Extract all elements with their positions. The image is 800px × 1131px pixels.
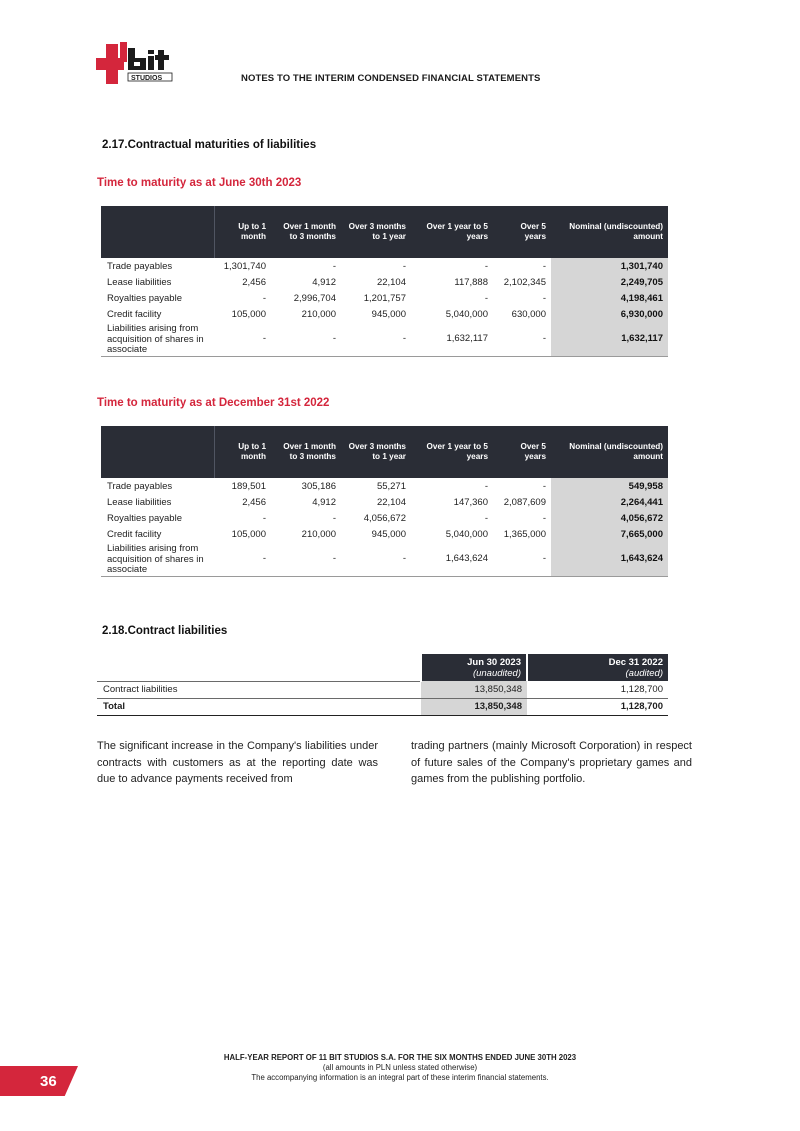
cell-total: 549,958	[551, 478, 668, 494]
cell-value: -	[262, 512, 266, 524]
table-row	[101, 274, 668, 290]
row-label: Liabilities arising from acquisition of shares in associate	[101, 322, 214, 356]
contract-liabilities-table	[97, 654, 668, 716]
row-label: Trade payables	[107, 480, 173, 492]
cell-value: -	[271, 322, 341, 356]
cell-value: 2,456	[242, 276, 266, 288]
header-blank	[101, 426, 214, 478]
cell-value: -	[542, 260, 546, 272]
table-row	[101, 290, 668, 306]
cell-value: 4,912	[312, 496, 336, 508]
paragraph-right: trading partners (mainly Microsoft Corporation) in respect of future sales of the Company's proprietary games and games from the publishing portfolio.	[411, 740, 692, 785]
table-row	[101, 542, 668, 576]
company-logo-icon	[96, 42, 174, 84]
cell-value: 945,000	[371, 528, 406, 540]
cell-value: 117,888	[454, 276, 488, 288]
cell-value: 1,643,624	[411, 542, 493, 576]
table-row	[101, 306, 668, 322]
section-2-18-title	[102, 625, 227, 637]
table-header-row	[101, 206, 668, 258]
col-header: Nominal (undiscounted) amount	[551, 206, 668, 258]
col-header: Over 5 years	[493, 426, 551, 478]
cell-value: 4,912	[312, 276, 336, 288]
cell-value: -	[341, 542, 411, 576]
table-row	[101, 494, 668, 510]
col-note: (audited)	[625, 667, 663, 679]
cell-value: 1,201,757	[363, 292, 406, 304]
footer-report-title: HALF-YEAR REPORT OF 11 BIT STUDIOS S.A. FOR THE SIX MONTHS ENDED JUNE 30TH 2023	[223, 1053, 577, 1062]
cell-value: -	[484, 260, 488, 272]
cell-total: 1,643,624	[551, 542, 668, 576]
cell-value: 5,040,000	[445, 528, 488, 540]
table-row	[101, 510, 668, 526]
cell-total: 1,632,117	[551, 322, 668, 356]
paragraph-left: The significant increase in the Company's liabilities under contracts with customers as at the reporting date was due to advance payments received from	[97, 740, 378, 785]
col-header: Over 3 months to 1 year	[341, 426, 411, 478]
cell-value: 55,271	[376, 480, 406, 492]
maturity-table-june	[101, 206, 668, 357]
svg-text:STUDIOS: STUDIOS	[131, 75, 163, 82]
cell-value: 945,000	[371, 308, 406, 320]
cell-value: -	[214, 322, 271, 356]
cell-value: 5,040,000	[445, 308, 488, 320]
header-blank	[101, 206, 214, 258]
footer	[200, 1053, 600, 1083]
cell-value: 210,000	[301, 528, 336, 540]
cell-value: 13,850,348	[421, 698, 527, 715]
cell-value: -	[402, 260, 406, 272]
cell-value: -	[493, 542, 551, 576]
col-header: Over 1 year to 5 years	[411, 206, 493, 258]
cell-total: 2,249,705	[551, 274, 668, 290]
row-label: Credit facility	[107, 528, 162, 540]
col-header: Over 1 year to 5 years	[411, 426, 493, 478]
cell-value: 189,501	[231, 480, 266, 492]
cell-value: -	[262, 292, 266, 304]
row-label: Liabilities arising from acquisition of shares in associate	[101, 542, 214, 576]
cell-value: 1,301,740	[223, 260, 266, 272]
col-header-jun	[421, 654, 527, 681]
col-header: Over 1 month to 3 months	[271, 426, 341, 478]
header-title: NOTES TO THE INTERIM CONDENSED FINANCIAL STATEMENTS	[241, 73, 541, 84]
col-note: (unaudited)	[472, 667, 521, 679]
col-date: Dec 31 2022	[608, 656, 663, 668]
cell-total: 2,264,441	[551, 494, 668, 510]
row-label: Lease liabilities	[107, 276, 172, 288]
section-2-17-title	[102, 139, 316, 151]
cell-total: 1,301,740	[551, 258, 668, 274]
cell-value: 1,128,700	[527, 681, 668, 698]
cell-value: -	[542, 512, 546, 524]
table-row	[101, 322, 668, 356]
cell-value: 4,056,672	[363, 512, 406, 524]
cell-value: -	[271, 542, 341, 576]
col-header: Up to 1 month	[214, 206, 271, 258]
col-header: Up to 1 month	[214, 426, 271, 478]
table-header-row	[97, 654, 668, 681]
page-number: 36	[40, 1073, 57, 1090]
section-title: Contract liabilities	[127, 625, 228, 637]
cell-value: -	[493, 322, 551, 356]
col-header: Over 1 month to 3 months	[271, 206, 341, 258]
header-blank	[97, 654, 421, 681]
cell-value: 13,850,348	[421, 681, 527, 698]
cell-value: -	[341, 322, 411, 356]
cell-total: 4,198,461	[551, 290, 668, 306]
cell-value: -	[484, 480, 488, 492]
page-number-tab	[0, 1066, 78, 1096]
table-row-total	[97, 698, 668, 715]
cell-value: 2,456	[242, 496, 266, 508]
cell-total: 4,056,672	[551, 510, 668, 526]
col-header: Over 5 years	[493, 206, 551, 258]
row-label: Credit facility	[107, 308, 162, 320]
cell-value: -	[542, 480, 546, 492]
cell-value: 1,632,117	[411, 322, 493, 356]
col-header: Nominal (undiscounted) amount	[551, 426, 668, 478]
section-number: 2.17.	[102, 139, 128, 151]
row-label: Total	[97, 698, 421, 715]
cell-value: 2,102,345	[503, 276, 546, 288]
row-label: Contract liabilities	[97, 681, 421, 698]
cell-value: 105,000	[231, 308, 266, 320]
row-label: Royalties payable	[107, 292, 182, 304]
table-row	[101, 526, 668, 542]
cell-value: 2,996,704	[293, 292, 336, 304]
december-subtitle: Time to maturity as at December 31st 2022	[97, 397, 330, 409]
cell-value: 22,104	[376, 496, 406, 508]
row-label: Royalties payable	[107, 512, 182, 524]
cell-value: 1,365,000	[503, 528, 546, 540]
cell-value: 147,360	[453, 496, 488, 508]
cell-value: -	[332, 512, 336, 524]
cell-value: -	[214, 542, 271, 576]
cell-total: 6,930,000	[551, 306, 668, 322]
cell-value: 630,000	[511, 308, 546, 320]
table-row	[101, 478, 668, 494]
table-row	[97, 681, 668, 698]
cell-value: 22,104	[376, 276, 406, 288]
june-subtitle: Time to maturity as at June 30th 2023	[97, 177, 302, 189]
cell-value: -	[332, 260, 336, 272]
col-header-dec	[527, 654, 668, 681]
section-title: Contractual maturities of liabilities	[127, 139, 317, 151]
cell-value: 305,186	[301, 480, 336, 492]
cell-value: 1,128,700	[527, 698, 668, 715]
footer-amounts-note: (all amounts in PLN unless stated otherwise)	[322, 1063, 478, 1072]
col-date: Jun 30 2023	[467, 656, 521, 668]
cell-value: -	[484, 292, 488, 304]
table-header-row	[101, 426, 668, 478]
maturity-table-december	[101, 426, 668, 577]
cell-total: 7,665,000	[551, 526, 668, 542]
cell-value: 2,087,609	[503, 496, 546, 508]
table-row	[101, 258, 668, 274]
section-number: 2.18.	[102, 625, 128, 637]
row-label: Trade payables	[107, 260, 173, 272]
cell-value: 105,000	[231, 528, 266, 540]
cell-value: -	[484, 512, 488, 524]
cell-value: -	[542, 292, 546, 304]
cell-value: 210,000	[301, 308, 336, 320]
col-header: Over 3 months to 1 year	[341, 206, 411, 258]
footer-info-note: The accompanying information is an integral part of these interim financial statements.	[251, 1073, 549, 1082]
row-label: Lease liabilities	[107, 496, 172, 508]
